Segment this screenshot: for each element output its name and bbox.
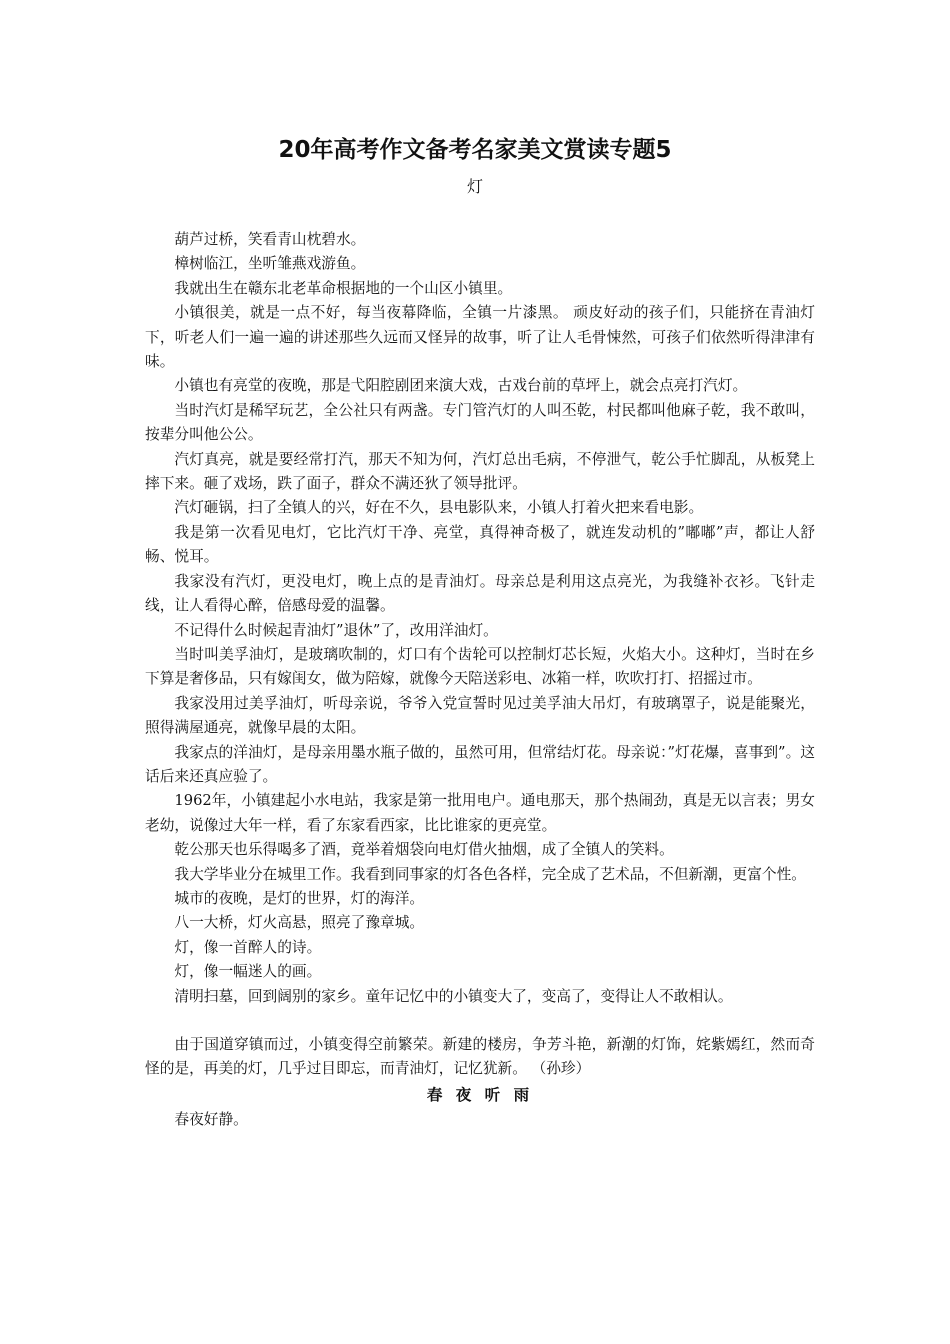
paragraph: 灯，像一首醉人的诗。 — [174, 938, 322, 956]
paragraph: 1962年，小镇建起小水电站，我家是第一批用电户。通电那天，那个热闹劲，真是无以言表；男女老幼，说像过大年一样，看了东家看西家，比比谁家的更亮堂。 — [145, 792, 815, 834]
paragraph: 我就出生在赣东北老革命根据地的一个山区小镇里。 — [174, 279, 513, 297]
article-title: 灯 — [466, 177, 483, 196]
paragraph: 城市的夜晚，是灯的世界，灯的海洋。 — [174, 889, 425, 907]
paragraph: 我大学毕业分在城里工作。我看到同事家的灯各色各样，完全成了艺术品，不但新潮，更富个性。 — [174, 865, 806, 883]
paragraph: 小镇很美，就是一点不好，每当夜幕降临，全镇一片漆黑。 顽皮好动的孩子们，只能挤在青油灯下，听老人们一遍一遍的讲述那些久远而又怪异的故事，听了让人毛骨悚然，可孩子们依然听得津津有味。 — [145, 304, 815, 371]
paragraph: 汽灯真亮，就是要经常打汽，那天不知为何，汽灯总出毛病，不停泄气，乾公手忙脚乱，从板凳上摔下来。砸了戏场，跌了面子，群众不满还狄了领导批评。 — [145, 450, 815, 493]
paragraph: 小镇也有亮堂的夜晚，那是弋阳腔剧团来演大戏，古戏台前的草坪上，就会点亮打汽灯。 — [174, 377, 748, 395]
paragraph: 当时汽灯是稀罕玩艺，全公社只有两盏。专门管汽灯的人叫丕乾，村民都叫他麻子乾，我不敢叫，按辈分叫他公公。 — [145, 401, 815, 444]
paragraph: 八一大桥，灯火高悬，照亮了豫章城。 — [174, 914, 425, 932]
paragraph: 不记得什么时候起青油灯”退休”了，改用洋油灯。 — [174, 621, 498, 639]
paragraph-spacer — [145, 1009, 815, 1033]
paragraph: 我家没用过美孚油灯，听母亲说，爷爷入党宣誓时见过美孚油大吊灯，有玻璃罩子，说是能聚光，照得满屋通亮，就像早晨的太阳。 — [145, 694, 815, 737]
paragraph: 我家点的洋油灯，是母亲用墨水瓶子做的，虽然可用，但常结灯花。母亲说：”灯花爆，喜事到”。这话后来还真应验了。 — [145, 743, 815, 785]
paragraph: 我家没有汽灯，更没电灯，晚上点的是青油灯。母亲总是利用这点亮光，为我缝补衣衫。飞针走线，让人看得心醉，倍感母爱的温馨。 — [145, 572, 815, 615]
paragraph: 当时叫美孚油灯，是玻璃吹制的，灯口有个齿轮可以控制灯芯长短，火焰大小。这种灯，当时在乡下算是奢侈品，只有嫁闺女，做为陪嫁，就像今天陪送彩电、冰箱一样，吹吹打打、招摇过市。 — [145, 645, 815, 688]
paragraph: 春夜好静。 — [174, 1110, 248, 1128]
article-body — [145, 228, 815, 1132]
paragraph: 樟树临江，坐听雏燕戏游鱼。 — [174, 255, 366, 273]
paragraph: 由于国道穿镇而过，小镇变得空前繁荣。新建的楼房，争芳斗艳，新潮的灯饰，姹紫嫣红，然而奇怪的是，再美的灯，几乎过目即忘，而青油灯，记忆犹新。 （孙珍） — [145, 1036, 815, 1078]
section-title: 春 夜 听 雨 — [426, 1085, 534, 1104]
paragraph: 乾公那天也乐得喝多了酒，竟举着烟袋向电灯借火抽烟，成了全镇人的笑料。 — [174, 841, 674, 859]
paragraph: 灯，像一幅迷人的画。 — [174, 963, 322, 981]
paragraph: 汽灯砸锅，扫了全镇人的兴，好在不久，县电影队来，小镇人打着火把来看电影。 — [174, 499, 704, 517]
document-title: 20年高考作文备考名家美文赏读专题5 — [278, 137, 672, 163]
paragraph: 葫芦过桥，笑看青山枕碧水。 — [174, 231, 366, 248]
paragraph: 我是第一次看见电灯，它比汽灯干净、亮堂，真得神奇极了，就连发动机的”嘟嘟”声，都让人舒畅、悦耳。 — [145, 523, 815, 566]
paragraph: 清明扫墓，回到阔别的家乡。童年记忆中的小镇变大了，变高了，变得让人不敢相认。 — [174, 987, 733, 1005]
